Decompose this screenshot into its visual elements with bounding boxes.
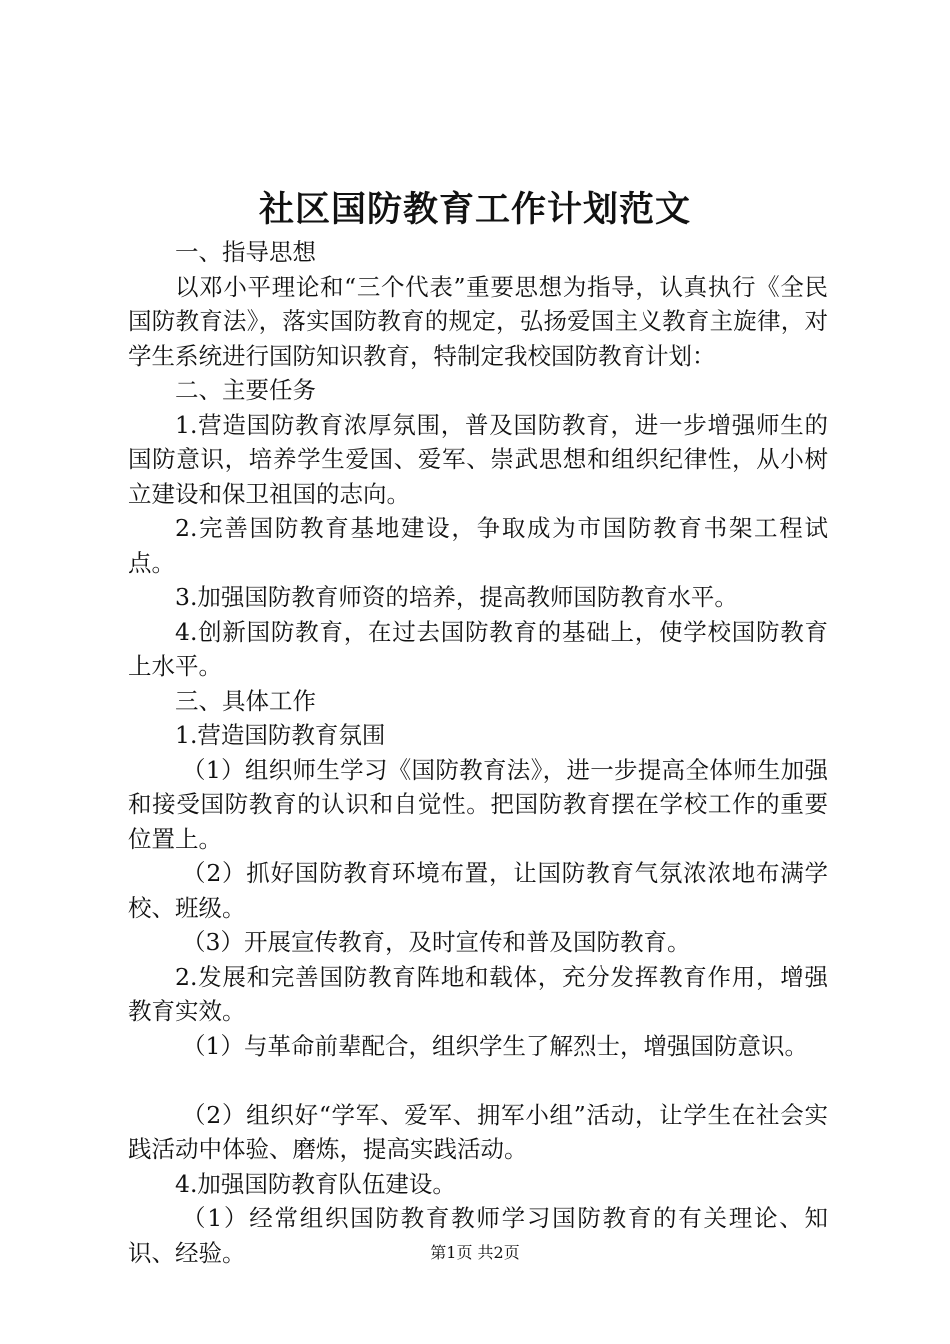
work-item-4-sub-1: （1）经常组织国防教育教师学习国防教育的有关理论、知识、经验。 xyxy=(128,1204,828,1267)
document-title: 社区国防教育工作计划范文 xyxy=(258,189,691,230)
page-footer-page-number: 第1页 共2页 xyxy=(430,1243,520,1262)
work-item-4-heading: 4.加强国防教育队伍建设。 xyxy=(175,1169,456,1198)
work-item-2-sub-1: （1）与革命前辈配合，组织学生了解烈士，增强国防意识。 xyxy=(182,1031,808,1060)
task-item-1: 1.营造国防教育浓厚氛围，普及国防教育，进一步增强师生的国防意识，培养学生爱国、爱军、崇武思想和组织纪律性，从小树立建设和保卫祖国的志向。 xyxy=(128,410,828,508)
section-heading-main-tasks: 二、主要任务 xyxy=(175,376,316,404)
work-item-1-sub-3: （3）开展宣传教育，及时宣传和普及国防教育。 xyxy=(182,928,691,956)
section-heading-guiding-ideology: 一、指导思想 xyxy=(175,238,316,266)
task-item-3: 3.加强国防教育师资的培养，提高教师国防教育水平。 xyxy=(175,583,738,611)
work-item-1-sub-2: （2）抓好国防教育环境布置，让国防教育气氛浓浓地布满学校、班级。 xyxy=(128,859,828,922)
work-item-1-heading: 1.营造国防教育氛围 xyxy=(175,721,386,749)
task-item-4: 4.创新国防教育，在过去国防教育的基础上，使学校国防教育上水平。 xyxy=(128,617,828,680)
document-body xyxy=(128,235,828,1270)
work-item-2-sub-2: （2）组织好“学军、爱军、拥军小组”活动，让学生在社会实践活动中体验、磨炼，提高实践活动。 xyxy=(128,1100,828,1163)
task-item-2: 2.完善国防教育基地建设，争取成为市国防教育书架工程试点。 xyxy=(128,514,828,577)
work-item-1-sub-1: （1）组织师生学习《国防教育法》，进一步提高全体师生加强和接受国防教育的认识和自觉性。把国防教育摆在学校工作的重要位置上。 xyxy=(128,755,828,853)
work-item-2-heading: 2.发展和完善国防教育阵地和载体，充分发挥教育作用，增强教育实效。 xyxy=(128,962,828,1025)
paragraph-guiding-ideology: 以邓小平理论和“三个代表”重要思想为指导，认真执行《全民国防教育法》，落实国防教育的规定，弘扬爱国主义教育主旋律，对学生系统进行国防知识教育，特制定我校国防教育计划： xyxy=(128,272,828,370)
section-heading-specific-work: 三、具体工作 xyxy=(175,686,316,715)
